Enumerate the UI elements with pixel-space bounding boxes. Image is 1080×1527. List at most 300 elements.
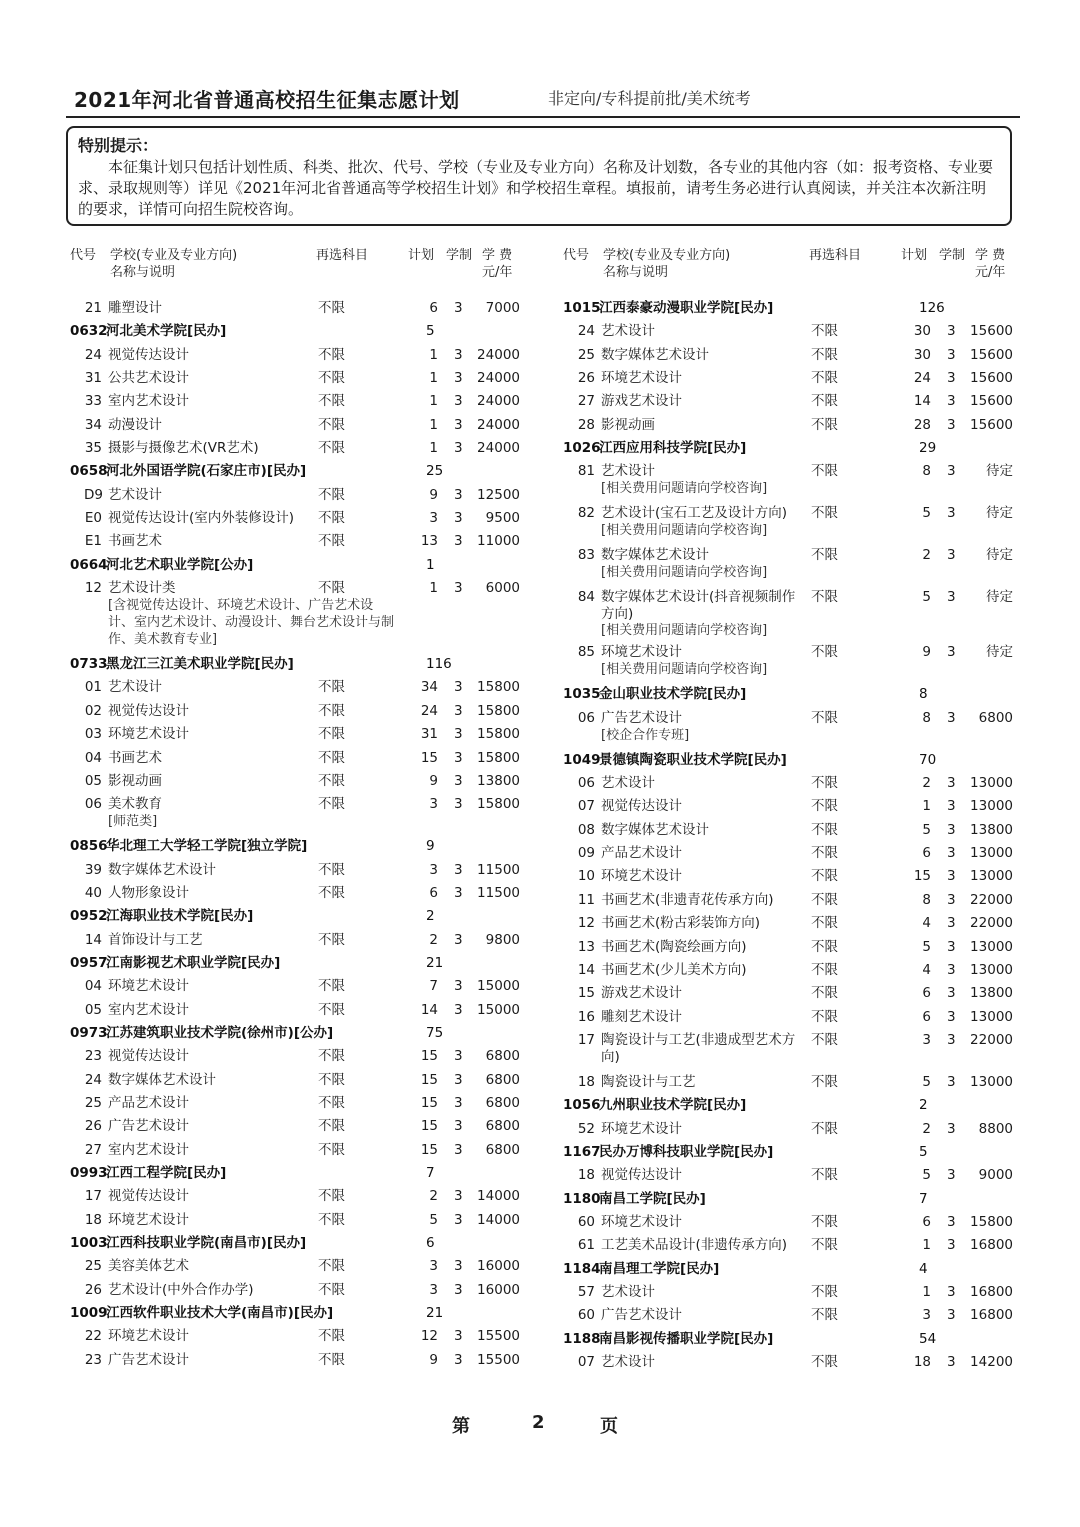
major-fee: 待定 (986, 505, 1013, 522)
major-row (68, 1185, 530, 1208)
major-subject-requirement: 不限 (811, 416, 838, 433)
major-subject-requirement: 不限 (318, 1048, 345, 1065)
left-column (68, 247, 530, 1372)
major-years: 3 (947, 1073, 956, 1090)
school-name: 南昌影视传播职业学院[民办] (599, 1330, 774, 1347)
major-years: 3 (947, 891, 956, 908)
major-name: 产品艺术设计 (601, 845, 682, 862)
major-name: 室内艺术设计 (108, 393, 189, 410)
major-code: 26 (577, 370, 595, 387)
major-years: 3 (947, 821, 956, 838)
major-plan-count: 5 (922, 1167, 931, 1184)
major-plan-count: 5 (922, 938, 931, 955)
major-subject-requirement: 不限 (318, 393, 345, 410)
school-name: 江西科技职业学院(南昌市)[民办] (106, 1235, 307, 1252)
major-years: 3 (454, 416, 463, 433)
major-plan-count: 1 (429, 370, 438, 387)
major-plan-count: 12 (420, 1328, 438, 1345)
major-subject-requirement: 不限 (811, 709, 838, 726)
major-fee: 13000 (970, 1008, 1013, 1025)
major-name: 陶瓷设计与工艺(非遗成型艺术方向) (601, 1031, 796, 1065)
school-plan-count: 2 (426, 908, 435, 925)
major-years: 3 (947, 938, 956, 955)
major-row (561, 502, 1023, 544)
major-years: 3 (454, 346, 463, 363)
major-fee: 11000 (477, 533, 520, 550)
major-years: 3 (454, 1328, 463, 1345)
major-years: 3 (947, 1354, 956, 1370)
major-subject-requirement: 不限 (318, 1351, 345, 1368)
major-years: 3 (947, 1031, 956, 1048)
major-plan-count: 15 (420, 1141, 438, 1158)
major-code: 14 (577, 961, 595, 978)
document-title: 2021年河北省普通高校招生征集志愿计划 (74, 88, 460, 112)
major-name: 艺术设计 (108, 679, 162, 696)
major-name: 室内艺术设计 (108, 1141, 189, 1158)
major-plan-count: 3 (429, 1281, 438, 1298)
major-years: 3 (947, 798, 956, 815)
major-name: 环境艺术设计 (601, 370, 682, 387)
major-name: 数字媒体艺术设计 (601, 547, 709, 564)
major-code: 12 (577, 915, 595, 932)
major-name: 数字媒体艺术设计 (601, 821, 709, 838)
major-subject-requirement: 不限 (318, 1188, 345, 1205)
major-plan-count: 14 (913, 393, 931, 410)
major-plan-count: 6 (429, 300, 438, 316)
school-plan-count: 6 (426, 1235, 435, 1252)
right-column (561, 247, 1023, 1374)
major-row (68, 1325, 530, 1348)
school-row (561, 1328, 1023, 1351)
school-code: 0957 (70, 954, 108, 971)
major-name: 数字媒体艺术设计 (601, 346, 709, 363)
major-row (68, 723, 530, 746)
major-note: [师范类] (108, 814, 158, 830)
major-plan-count: 30 (913, 346, 931, 363)
major-plan-count: 15 (420, 1094, 438, 1111)
major-subject-requirement: 不限 (811, 370, 838, 387)
major-fee: 15800 (970, 1213, 1013, 1230)
major-fee: 6000 (485, 580, 520, 597)
major-fee: 15800 (477, 726, 520, 743)
school-row (561, 749, 1023, 772)
major-row (68, 700, 530, 723)
major-code: 06 (577, 775, 595, 792)
school-name: 南昌理工学院[民办] (599, 1260, 720, 1277)
major-note: [含视觉传达设计、环境艺术设计、广告艺术设计、室内艺术设计、动漫设计、舞台艺术设计与制作、美术教育专业] (108, 598, 395, 648)
major-code: 02 (84, 702, 102, 719)
major-years: 3 (947, 709, 956, 726)
major-fee: 13000 (970, 961, 1013, 978)
major-row (68, 437, 530, 460)
major-row (68, 793, 530, 835)
major-code: D9 (84, 486, 103, 503)
school-plan-count: 21 (426, 954, 444, 971)
major-fee: 14000 (477, 1188, 520, 1205)
major-code: 04 (84, 978, 102, 995)
major-row (68, 390, 530, 413)
major-name: 摄影与摄像艺术(VR艺术) (108, 440, 259, 457)
major-name: 书画艺术 (108, 749, 162, 766)
major-fee: 15600 (970, 323, 1013, 340)
major-subject-requirement: 不限 (318, 416, 345, 433)
major-row (561, 889, 1023, 912)
major-plan-count: 6 (429, 884, 438, 901)
major-subject-requirement: 不限 (811, 1354, 838, 1370)
major-code: 07 (577, 798, 595, 815)
major-subject-requirement: 不限 (811, 868, 838, 885)
major-fee: 15000 (477, 1001, 520, 1018)
major-code: 27 (577, 393, 595, 410)
school-name: 民办万博科技职业学院[民办] (599, 1143, 774, 1160)
major-row (561, 367, 1023, 390)
major-subject-requirement: 不限 (318, 772, 345, 789)
major-name: 游戏艺术设计 (601, 985, 682, 1002)
major-fee: 13000 (970, 845, 1013, 862)
major-row (561, 460, 1023, 502)
major-subject-requirement: 不限 (318, 370, 345, 387)
major-code: 25 (577, 346, 595, 363)
major-fee: 15800 (477, 702, 520, 719)
major-name: 广告艺术设计 (108, 1118, 189, 1135)
school-code: 0993 (70, 1165, 108, 1181)
major-fee: 22000 (970, 891, 1013, 908)
header-plan: 计划 (408, 248, 435, 263)
major-code: 18 (577, 1167, 595, 1184)
school-row (561, 1258, 1023, 1281)
major-plan-count: 7 (429, 978, 438, 995)
major-fee: 22000 (970, 1031, 1013, 1048)
major-name: 产品艺术设计 (108, 1094, 189, 1111)
major-subject-requirement: 不限 (318, 679, 345, 696)
school-row (68, 554, 530, 577)
major-name: 环境艺术设计 (601, 644, 682, 661)
major-years: 3 (454, 702, 463, 719)
header-code: 代号 (70, 248, 97, 263)
major-row (561, 936, 1023, 959)
major-plan-count: 28 (913, 416, 931, 433)
major-note: [相关费用问题请向学校咨询] (601, 623, 768, 639)
major-subject-requirement: 不限 (318, 346, 345, 363)
major-row (561, 1234, 1023, 1257)
major-code: 08 (577, 821, 595, 838)
major-plan-count: 1 (922, 1283, 931, 1300)
major-fee: 9500 (485, 510, 520, 527)
school-plan-count: 70 (919, 751, 937, 768)
major-name: 数字媒体艺术设计 (108, 1071, 216, 1088)
header-fee: 学 费 (975, 248, 1006, 263)
major-subject-requirement: 不限 (811, 1073, 838, 1090)
header-name: 学校(专业及专业方向) (110, 248, 238, 263)
major-fee: 6800 (485, 1118, 520, 1135)
major-years: 3 (454, 300, 463, 316)
major-code: 39 (84, 861, 102, 878)
school-plan-count: 1 (426, 556, 435, 573)
major-code: 05 (84, 772, 102, 789)
major-code: 81 (577, 463, 595, 480)
major-years: 3 (454, 533, 463, 550)
school-plan-count: 29 (919, 440, 937, 457)
page-suffix: 页 (600, 1416, 618, 1437)
major-code: 24 (84, 346, 102, 363)
school-code: 0856 (70, 838, 108, 855)
major-code: 05 (84, 1001, 102, 1018)
major-fee: 13000 (970, 868, 1013, 885)
major-years: 3 (454, 1211, 463, 1228)
major-plan-count: 5 (429, 1211, 438, 1228)
major-fee: 24000 (477, 416, 520, 433)
major-row (561, 842, 1023, 865)
major-years: 3 (947, 845, 956, 862)
major-plan-count: 5 (922, 505, 931, 522)
major-years: 3 (947, 961, 956, 978)
major-row (561, 544, 1023, 586)
major-row (561, 1281, 1023, 1304)
major-plan-count: 9 (922, 644, 931, 661)
school-code: 1049 (563, 751, 601, 768)
school-row (68, 1022, 530, 1045)
major-name: 视觉传达设计 (108, 1188, 189, 1205)
major-years: 3 (454, 440, 463, 457)
school-code: 0658 (70, 463, 108, 480)
document-subtitle: 非定向/专科提前批/美术统考 (548, 89, 751, 108)
school-code: 1167 (563, 1143, 601, 1160)
major-plan-count: 15 (913, 868, 931, 885)
school-plan-count: 7 (426, 1165, 435, 1181)
major-subject-requirement: 不限 (318, 1328, 345, 1345)
major-years: 3 (454, 1001, 463, 1018)
major-subject-requirement: 不限 (811, 845, 838, 862)
major-subject-requirement: 不限 (318, 1281, 345, 1298)
major-name: 视觉传达设计 (108, 1048, 189, 1065)
school-row (68, 905, 530, 928)
major-subject-requirement: 不限 (318, 510, 345, 527)
major-subject-requirement: 不限 (811, 589, 838, 606)
major-name: 人物形象设计 (108, 884, 189, 901)
school-code: 1188 (563, 1330, 601, 1347)
school-plan-count: 4 (919, 1260, 928, 1277)
major-name: 书画艺术(粉古彩装饰方向) (601, 915, 761, 932)
major-plan-count: 5 (922, 589, 931, 606)
major-fee: 6800 (485, 1048, 520, 1065)
major-years: 3 (454, 931, 463, 948)
major-plan-count: 13 (420, 533, 438, 550)
major-subject-requirement: 不限 (318, 702, 345, 719)
major-subject-requirement: 不限 (811, 985, 838, 1002)
major-years: 3 (947, 868, 956, 885)
major-code: 40 (84, 884, 102, 901)
major-years: 3 (454, 679, 463, 696)
major-code: 24 (84, 1071, 102, 1088)
school-row (561, 1188, 1023, 1211)
major-plan-count: 9 (429, 772, 438, 789)
header-name-sub: 名称与说明 (110, 265, 176, 280)
major-subject-requirement: 不限 (318, 884, 345, 901)
major-name: 美容美体艺术 (108, 1258, 189, 1275)
major-subject-requirement: 不限 (318, 1141, 345, 1158)
major-years: 3 (454, 370, 463, 387)
major-name: 工艺美术品设计(非遗传承方向) (601, 1237, 788, 1254)
major-fee: 15800 (477, 679, 520, 696)
major-row (561, 1164, 1023, 1187)
major-row (68, 1069, 530, 1092)
major-fee: 24000 (477, 346, 520, 363)
major-subject-requirement: 不限 (811, 915, 838, 932)
major-subject-requirement: 不限 (318, 978, 345, 995)
major-name: 数字媒体艺术设计 (108, 861, 216, 878)
major-subject-requirement: 不限 (811, 463, 838, 480)
major-plan-count: 15 (420, 1118, 438, 1135)
major-fee: 6800 (978, 709, 1013, 726)
major-fee: 15600 (970, 346, 1013, 363)
major-fee: 15000 (477, 978, 520, 995)
major-row (561, 865, 1023, 888)
major-row (561, 641, 1023, 683)
major-plan-count: 3 (429, 1258, 438, 1275)
major-years: 3 (454, 1118, 463, 1135)
page-header (70, 82, 1020, 114)
major-name: 美术教育 (108, 796, 162, 813)
major-name: 广告艺术设计 (601, 709, 682, 726)
major-fee: 24000 (477, 440, 520, 457)
major-years: 3 (454, 861, 463, 878)
major-years: 3 (947, 644, 956, 661)
major-name: 环境艺术设计 (601, 1213, 682, 1230)
major-name: 艺术设计 (108, 486, 162, 503)
major-name: 广告艺术设计 (108, 1351, 189, 1368)
header-divider (66, 116, 1020, 118)
major-row (561, 795, 1023, 818)
major-plan-count: 1 (429, 416, 438, 433)
major-name: 书画艺术(少儿美术方向) (601, 961, 747, 978)
major-years: 3 (947, 505, 956, 522)
major-note: [相关费用问题请向学校咨询] (601, 662, 768, 678)
major-code: 84 (577, 589, 595, 606)
major-plan-count: 3 (922, 1031, 931, 1048)
major-name: 环境艺术设计 (601, 1120, 682, 1137)
major-code: 26 (84, 1281, 102, 1298)
major-fee: 13800 (970, 821, 1013, 838)
major-code: 21 (84, 300, 102, 316)
major-years: 3 (947, 1213, 956, 1230)
major-name: 书画艺术(非遗青花传承方向) (601, 891, 774, 908)
major-subject-requirement: 不限 (318, 749, 345, 766)
major-row (561, 1118, 1023, 1141)
major-row (561, 320, 1023, 343)
school-name: 河北美术学院[民办] (106, 323, 227, 340)
major-code: 83 (577, 547, 595, 564)
major-plan-count: 2 (429, 931, 438, 948)
major-name: 广告艺术设计 (601, 1307, 682, 1324)
major-subject-requirement: 不限 (811, 323, 838, 340)
major-name: 室内艺术设计 (108, 1001, 189, 1018)
major-subject-requirement: 不限 (811, 1237, 838, 1254)
major-plan-count: 31 (420, 726, 438, 743)
major-fee: 24000 (477, 393, 520, 410)
major-plan-count: 2 (429, 1188, 438, 1205)
major-fee: 15500 (477, 1351, 520, 1368)
major-fee: 16800 (970, 1307, 1013, 1324)
major-subject-requirement: 不限 (811, 1307, 838, 1324)
page-number-value: 2 (532, 1412, 545, 1433)
major-fee: 15800 (477, 749, 520, 766)
major-fee: 14200 (970, 1354, 1013, 1370)
major-plan-count: 15 (420, 1048, 438, 1065)
major-name: 书画艺术 (108, 533, 162, 550)
major-code: 85 (577, 644, 595, 661)
major-years: 3 (454, 796, 463, 813)
major-row (68, 344, 530, 367)
major-row (68, 1349, 530, 1372)
major-years: 3 (947, 985, 956, 1002)
school-name: 江西应用科技学院[民办] (599, 440, 747, 457)
major-subject-requirement: 不限 (318, 300, 345, 316)
major-plan-count: 1 (429, 440, 438, 457)
major-code: 27 (84, 1141, 102, 1158)
major-code: 24 (577, 323, 595, 340)
major-subject-requirement: 不限 (811, 798, 838, 815)
school-name: 河北艺术职业学院[公办] (106, 556, 254, 573)
major-code: 07 (577, 1354, 595, 1370)
major-code: 25 (84, 1258, 102, 1275)
major-row (561, 912, 1023, 935)
school-plan-count: 54 (919, 1330, 937, 1347)
major-years: 3 (947, 915, 956, 932)
major-code: 06 (84, 796, 102, 813)
major-years: 3 (454, 1351, 463, 1368)
major-years: 3 (947, 1008, 956, 1025)
major-plan-count: 5 (922, 1073, 931, 1090)
school-code: 1009 (70, 1305, 108, 1322)
major-name: 环境艺术设计 (108, 1211, 189, 1228)
major-row (68, 1209, 530, 1232)
major-subject-requirement: 不限 (811, 1008, 838, 1025)
major-fee: 6800 (485, 1094, 520, 1111)
school-name: 江西泰豪动漫职业学院[民办] (599, 300, 774, 316)
school-plan-count: 5 (426, 323, 435, 340)
major-subject-requirement: 不限 (318, 440, 345, 457)
major-fee: 11500 (477, 861, 520, 878)
major-plan-count: 3 (429, 796, 438, 813)
major-subject-requirement: 不限 (318, 796, 345, 813)
major-plan-count: 1 (922, 798, 931, 815)
major-note: [校企合作专班] (601, 727, 690, 743)
major-years: 3 (947, 1307, 956, 1324)
school-code: 1015 (563, 300, 601, 316)
major-code: 23 (84, 1048, 102, 1065)
major-row (68, 1279, 530, 1302)
major-subject-requirement: 不限 (318, 1001, 345, 1018)
major-subject-requirement: 不限 (811, 1213, 838, 1230)
major-name: 艺术设计(宝石工艺及设计方向) (601, 505, 788, 522)
major-plan-count: 14 (420, 1001, 438, 1018)
major-plan-count: 8 (922, 891, 931, 908)
major-code: 22 (84, 1328, 102, 1345)
major-row (68, 1115, 530, 1138)
school-plan-count: 8 (919, 686, 928, 703)
major-years: 3 (947, 775, 956, 792)
major-years: 3 (454, 510, 463, 527)
major-row (561, 1351, 1023, 1374)
major-fee: 13000 (970, 938, 1013, 955)
major-row (68, 484, 530, 507)
major-code: 16 (577, 1008, 595, 1025)
major-row (68, 577, 530, 653)
major-subject-requirement: 不限 (318, 486, 345, 503)
major-years: 3 (454, 1141, 463, 1158)
major-fee: 12500 (477, 486, 520, 503)
major-code: 61 (577, 1237, 595, 1254)
